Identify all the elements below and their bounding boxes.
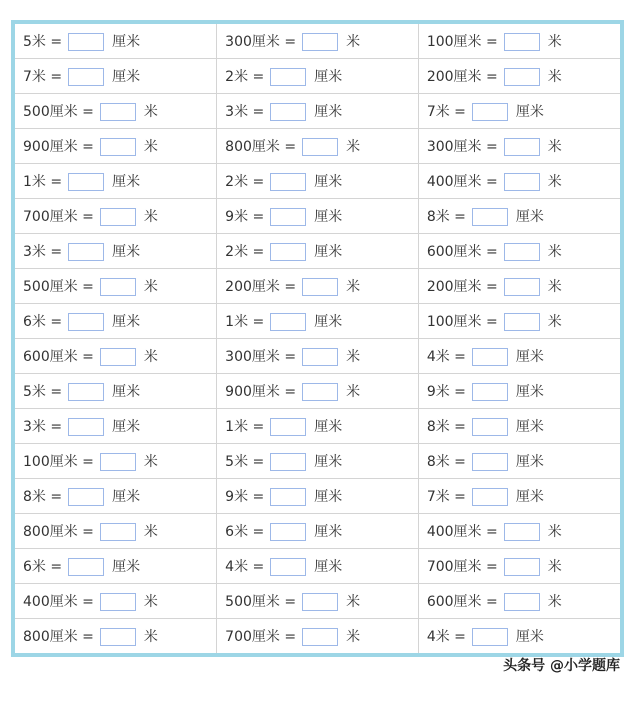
problem-unit: 厘米 <box>314 559 343 575</box>
problem-cell <box>418 164 620 199</box>
answer-input[interactable] <box>68 558 104 576</box>
answer-input[interactable] <box>302 348 338 366</box>
problem-unit: 米 <box>143 594 158 610</box>
problem-cell <box>418 409 620 444</box>
problem-unit: 米 <box>143 524 158 540</box>
problem-cell <box>418 269 620 304</box>
problem-lhs: 100厘米 = <box>426 34 498 50</box>
problem-cell <box>15 129 217 164</box>
problem-unit: 厘米 <box>112 489 141 505</box>
problem-lhs: 900厘米 = <box>23 139 94 155</box>
problem-cell <box>217 619 419 654</box>
table-row <box>15 94 620 129</box>
table-row <box>15 129 620 164</box>
answer-input[interactable] <box>100 453 136 471</box>
problem-unit: 厘米 <box>314 419 343 435</box>
problem-cell <box>15 479 217 514</box>
problem-unit: 厘米 <box>314 489 343 505</box>
problem-cell <box>418 304 620 339</box>
answer-input[interactable] <box>472 453 508 471</box>
table-row <box>15 164 620 199</box>
answer-input[interactable] <box>68 33 104 51</box>
table-row <box>15 444 620 479</box>
problem-unit: 米 <box>143 629 158 645</box>
problem-lhs: 7米 = <box>23 69 63 85</box>
table-row <box>15 234 620 269</box>
problem-unit: 米 <box>547 139 562 155</box>
problem-unit: 厘米 <box>314 104 343 120</box>
problem-unit: 米 <box>143 104 158 120</box>
problem-lhs: 400厘米 = <box>426 524 498 540</box>
answer-input[interactable] <box>100 628 136 646</box>
problem-cell <box>15 444 217 479</box>
problem-lhs: 7米 = <box>426 104 466 120</box>
problem-lhs: 300厘米 = <box>225 34 297 50</box>
answer-input[interactable] <box>472 383 508 401</box>
problem-cell <box>217 94 419 129</box>
answer-input[interactable] <box>68 313 104 331</box>
problem-unit: 厘米 <box>515 419 544 435</box>
problem-lhs: 200厘米 = <box>426 279 498 295</box>
answer-input[interactable] <box>504 138 540 156</box>
problem-unit: 厘米 <box>515 454 544 470</box>
problem-lhs: 400厘米 = <box>426 174 498 190</box>
problem-unit: 米 <box>346 384 361 400</box>
answer-input[interactable] <box>100 208 136 226</box>
answer-input[interactable] <box>472 628 508 646</box>
problem-lhs: 800厘米 = <box>23 524 94 540</box>
answer-input[interactable] <box>270 243 306 261</box>
problem-lhs: 8米 = <box>426 454 466 470</box>
answer-input[interactable] <box>270 523 306 541</box>
problem-lhs: 300厘米 = <box>225 349 297 365</box>
answer-input[interactable] <box>504 523 540 541</box>
answer-input[interactable] <box>100 348 136 366</box>
problem-cell <box>15 619 217 654</box>
table-row <box>15 59 620 94</box>
problem-lhs: 700厘米 = <box>426 559 498 575</box>
problem-unit: 米 <box>346 349 361 365</box>
problem-lhs: 600厘米 = <box>23 349 94 365</box>
table-row <box>15 584 620 619</box>
problem-cell <box>418 199 620 234</box>
answer-input[interactable] <box>270 173 306 191</box>
problem-unit: 米 <box>346 629 361 645</box>
footer-watermark: 头条号 @小学题库 <box>503 658 620 674</box>
problem-unit: 厘米 <box>515 349 544 365</box>
problem-unit: 厘米 <box>112 384 141 400</box>
problem-cell <box>217 129 419 164</box>
answer-input[interactable] <box>302 138 338 156</box>
problem-cell <box>217 339 419 374</box>
problem-unit: 厘米 <box>112 174 141 190</box>
problem-cell <box>418 234 620 269</box>
problem-lhs: 4米 = <box>426 349 466 365</box>
table-row <box>15 269 620 304</box>
answer-input[interactable] <box>504 558 540 576</box>
problem-unit: 米 <box>547 314 562 330</box>
problem-unit: 厘米 <box>314 244 343 260</box>
problem-unit: 米 <box>346 34 361 50</box>
problem-lhs: 7米 = <box>426 489 466 505</box>
answer-input[interactable] <box>472 418 508 436</box>
answer-input[interactable] <box>504 173 540 191</box>
problem-unit: 厘米 <box>112 244 141 260</box>
answer-input[interactable] <box>100 523 136 541</box>
problem-lhs: 6米 = <box>23 314 63 330</box>
problem-lhs: 400厘米 = <box>23 594 94 610</box>
problem-cell <box>15 374 217 409</box>
answer-input[interactable] <box>504 33 540 51</box>
problem-cell <box>418 514 620 549</box>
problem-lhs: 500厘米 = <box>23 279 94 295</box>
table-row <box>15 199 620 234</box>
table-row <box>15 479 620 514</box>
answer-input[interactable] <box>68 173 104 191</box>
problem-lhs: 3米 = <box>225 104 265 120</box>
problem-lhs: 900厘米 = <box>225 384 297 400</box>
problem-cell <box>418 549 620 584</box>
problem-cell <box>15 584 217 619</box>
problem-unit: 厘米 <box>314 314 343 330</box>
problem-lhs: 100厘米 = <box>23 454 94 470</box>
problem-lhs: 5米 = <box>225 454 265 470</box>
answer-input[interactable] <box>270 68 306 86</box>
table-row <box>15 409 620 444</box>
problem-cell <box>217 24 419 59</box>
problem-unit: 米 <box>346 139 361 155</box>
problem-cell <box>217 164 419 199</box>
problem-lhs: 9米 = <box>225 209 265 225</box>
problem-lhs: 600厘米 = <box>426 244 498 260</box>
problem-cell <box>15 94 217 129</box>
answer-input[interactable] <box>302 33 338 51</box>
problem-unit: 米 <box>547 559 562 575</box>
table-row <box>15 339 620 374</box>
problem-unit: 厘米 <box>314 524 343 540</box>
problem-lhs: 8米 = <box>23 489 63 505</box>
problem-cell <box>418 479 620 514</box>
problem-cell <box>418 374 620 409</box>
problem-cell <box>217 514 419 549</box>
problem-unit: 厘米 <box>314 69 343 85</box>
problem-cell <box>15 304 217 339</box>
problem-cell <box>15 339 217 374</box>
problem-unit: 厘米 <box>112 69 141 85</box>
problem-unit: 米 <box>547 244 562 260</box>
table-row <box>15 514 620 549</box>
conversion-table <box>15 24 620 653</box>
problem-unit: 米 <box>547 34 562 50</box>
problem-lhs: 800厘米 = <box>23 629 94 645</box>
table-row <box>15 24 620 59</box>
problem-cell <box>217 269 419 304</box>
problem-lhs: 700厘米 = <box>225 629 297 645</box>
problem-lhs: 500厘米 = <box>23 104 94 120</box>
problem-lhs: 700厘米 = <box>23 209 94 225</box>
problem-cell <box>217 199 419 234</box>
problem-unit: 厘米 <box>515 489 544 505</box>
answer-input[interactable] <box>270 103 306 121</box>
problem-cell <box>418 619 620 654</box>
problem-cell <box>15 409 217 444</box>
problem-cell <box>15 269 217 304</box>
problem-lhs: 8米 = <box>426 209 466 225</box>
problem-lhs: 600厘米 = <box>426 594 498 610</box>
problem-lhs: 300厘米 = <box>426 139 498 155</box>
problem-unit: 厘米 <box>515 384 544 400</box>
problem-cell <box>418 444 620 479</box>
answer-input[interactable] <box>504 278 540 296</box>
answer-input[interactable] <box>504 593 540 611</box>
answer-input[interactable] <box>68 488 104 506</box>
problem-lhs: 1米 = <box>225 419 265 435</box>
problem-unit: 米 <box>346 279 361 295</box>
problem-cell <box>15 164 217 199</box>
problem-lhs: 2米 = <box>225 69 265 85</box>
problem-cell <box>15 549 217 584</box>
problem-cell <box>217 584 419 619</box>
answer-input[interactable] <box>270 453 306 471</box>
problem-lhs: 9米 = <box>426 384 466 400</box>
problem-cell <box>15 24 217 59</box>
problem-unit: 厘米 <box>314 454 343 470</box>
problem-cell <box>217 444 419 479</box>
answer-input[interactable] <box>100 278 136 296</box>
problem-cell <box>15 59 217 94</box>
problem-unit: 米 <box>547 174 562 190</box>
problem-cell <box>217 234 419 269</box>
problem-lhs: 9米 = <box>225 489 265 505</box>
problem-unit: 米 <box>547 524 562 540</box>
problem-lhs: 200厘米 = <box>426 69 498 85</box>
answer-input[interactable] <box>504 243 540 261</box>
problem-cell <box>217 479 419 514</box>
problem-cell <box>418 94 620 129</box>
problem-unit: 米 <box>547 279 562 295</box>
problem-cell <box>418 129 620 164</box>
problem-cell <box>217 304 419 339</box>
problem-lhs: 800厘米 = <box>225 139 297 155</box>
problem-cell <box>217 374 419 409</box>
problem-lhs: 200厘米 = <box>225 279 297 295</box>
answer-input[interactable] <box>270 208 306 226</box>
problem-unit: 厘米 <box>112 419 141 435</box>
problem-unit: 厘米 <box>112 559 141 575</box>
problem-unit: 厘米 <box>314 174 343 190</box>
problem-unit: 米 <box>547 69 562 85</box>
problem-lhs: 5米 = <box>23 384 63 400</box>
answer-input[interactable] <box>302 593 338 611</box>
answer-input[interactable] <box>100 138 136 156</box>
answer-input[interactable] <box>504 313 540 331</box>
answer-input[interactable] <box>68 418 104 436</box>
problem-lhs: 100厘米 = <box>426 314 498 330</box>
table-row <box>15 304 620 339</box>
answer-input[interactable] <box>68 383 104 401</box>
answer-input[interactable] <box>270 488 306 506</box>
answer-input[interactable] <box>68 243 104 261</box>
problem-unit: 米 <box>143 139 158 155</box>
problem-lhs: 1米 = <box>23 174 63 190</box>
answer-input[interactable] <box>472 103 508 121</box>
problem-cell <box>418 59 620 94</box>
answer-input[interactable] <box>302 278 338 296</box>
problem-unit: 厘米 <box>112 314 141 330</box>
problem-lhs: 500厘米 = <box>225 594 297 610</box>
problem-unit: 米 <box>143 279 158 295</box>
problem-unit: 米 <box>346 594 361 610</box>
problem-lhs: 5米 = <box>23 34 63 50</box>
problem-unit: 厘米 <box>112 34 141 50</box>
problem-lhs: 3米 = <box>23 244 63 260</box>
answer-input[interactable] <box>270 418 306 436</box>
problem-lhs: 1米 = <box>225 314 265 330</box>
answer-input[interactable] <box>302 383 338 401</box>
problem-unit: 厘米 <box>515 629 544 645</box>
problem-lhs: 6米 = <box>225 524 265 540</box>
problem-unit: 米 <box>143 454 158 470</box>
answer-input[interactable] <box>270 313 306 331</box>
problem-cell <box>217 59 419 94</box>
problem-unit: 米 <box>547 594 562 610</box>
worksheet <box>11 20 624 657</box>
table-row <box>15 619 620 654</box>
problem-unit: 米 <box>143 349 158 365</box>
problem-unit: 米 <box>143 209 158 225</box>
problem-unit: 厘米 <box>515 104 544 120</box>
problem-cell <box>418 584 620 619</box>
problem-unit: 厘米 <box>515 209 544 225</box>
answer-input[interactable] <box>472 348 508 366</box>
problem-lhs: 2米 = <box>225 244 265 260</box>
problem-cell <box>15 199 217 234</box>
problem-cell <box>15 234 217 269</box>
answer-input[interactable] <box>270 558 306 576</box>
problem-cell <box>217 409 419 444</box>
problem-lhs: 2米 = <box>225 174 265 190</box>
problem-unit: 厘米 <box>314 209 343 225</box>
table-row <box>15 549 620 584</box>
answer-input[interactable] <box>302 628 338 646</box>
problem-cell <box>418 339 620 374</box>
problem-lhs: 3米 = <box>23 419 63 435</box>
answer-input[interactable] <box>100 593 136 611</box>
problem-cell <box>418 24 620 59</box>
problem-lhs: 8米 = <box>426 419 466 435</box>
problem-cell <box>217 549 419 584</box>
problem-lhs: 4米 = <box>426 629 466 645</box>
answer-input[interactable] <box>100 103 136 121</box>
problem-lhs: 4米 = <box>225 559 265 575</box>
table-row <box>15 374 620 409</box>
answer-input[interactable] <box>472 488 508 506</box>
answer-input[interactable] <box>472 208 508 226</box>
problem-cell <box>15 514 217 549</box>
answer-input[interactable] <box>68 68 104 86</box>
answer-input[interactable] <box>504 68 540 86</box>
problem-lhs: 6米 = <box>23 559 63 575</box>
